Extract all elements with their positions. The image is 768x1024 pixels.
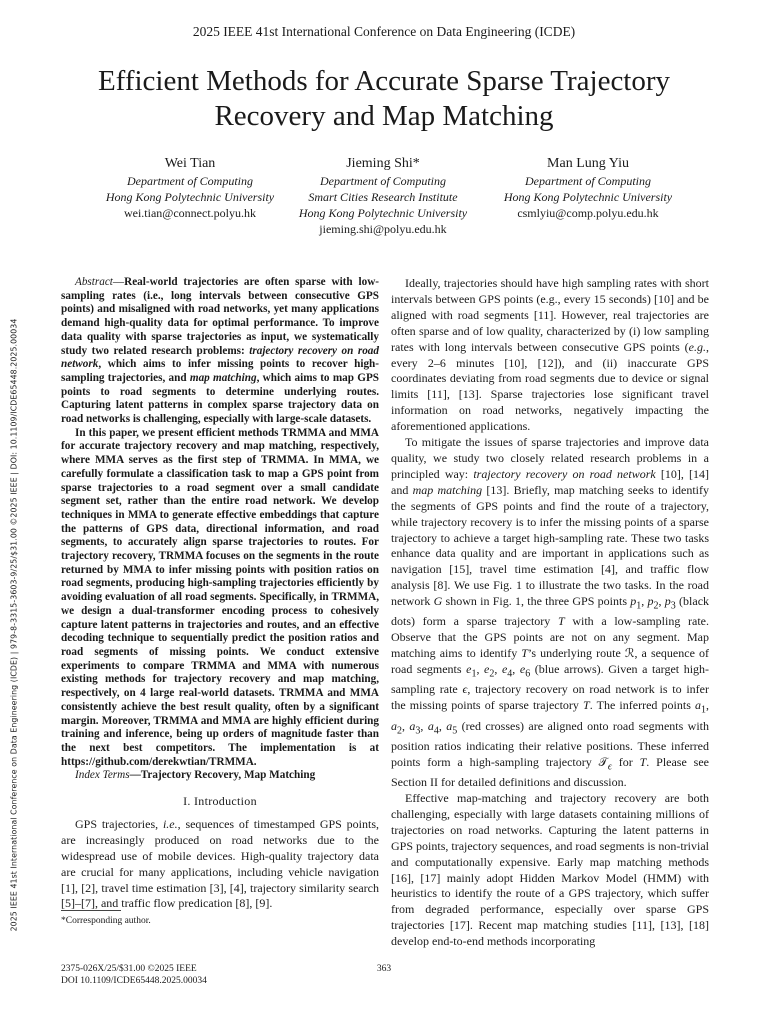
index-terms: Index Terms—Trajectory Recovery, Map Matching xyxy=(75,769,316,782)
side-margin-stamp xyxy=(6,300,22,950)
intro-paragraph-1: GPS trajectories, i.e., sequences of timestamped GPS points, are increasingly produced on road networks due to the widespread use of mobile devices. High-quality trajectory data are crucial for many applications, including vehicle navigation [1], [2], travel time estimation [3], [4], trajectory similarity search [5]–[7], and traffic flow predication [8], [9]. xyxy=(61,816,379,911)
abstract-lead: Abstract xyxy=(75,276,113,288)
author-institution: Smart Cities Research Institute xyxy=(308,190,458,204)
author-email: csmlyiu@comp.polyu.edu.hk xyxy=(517,206,659,220)
author-name: Jieming Shi* xyxy=(346,156,420,171)
conference-header: 2025 IEEE 41st International Conference on Data Engineering (ICDE) xyxy=(192,24,576,39)
author-department: Department of Computing xyxy=(320,174,446,188)
author-institution-2: Hong Kong Polytechnic University xyxy=(298,206,468,220)
doi-line: DOI 10.1109/ICDE65448.2025.00034 xyxy=(61,975,207,986)
author-2 xyxy=(283,155,483,237)
author-department: Department of Computing xyxy=(127,174,253,188)
author-name: Man Lung Yiu xyxy=(547,156,629,171)
paper-title: Efficient Methods for Accurate Sparse Trajectory Recovery and Map Matching xyxy=(97,65,671,132)
author-institution: Hong Kong Polytechnic University xyxy=(105,190,275,204)
footnote: *Corresponding author. xyxy=(61,916,151,926)
body-paragraph-2: To mitigate the issues of sparse trajectories and improve data quality, we study two closely related research problems in a principled way: trajectory recovery on road network [10], [14] and map matching [13]. Briefly, map matching seeks to identify the segments of GPS points and find the route of a trajectory, while trajectory recovery is to infer the missing points of a sparse trajectory to achieve a target high-sampling rate. These two tasks enhance data quality and are important in applications such as navigation [15], travel time estimation [4], and traffic flow analysis [8]. We use Fig. 1 to illustrate the two tasks. In the road network G shown in Fig. 1, the three GPS points $p_1$, $p_2$, $p_3$ (black dots) form a sparse trajectory T with a low-sampling rate. Observe that the GPS points are not on any segment. Map matching aims to identify T’s underlying route ℛ, a sequence of road segments $e_1$, $e_2$, $e_4$, $e_6$ (blue arrows). Given a target high-sampling rate ϵ, trajectory recovery on road network is to infer the missing points of sparse trajectory T. The inferred points $a_1$, $a_2$, $a_3$, $a_4$, $a_5$ (red crosses) are aligned onto road segments with position ratios indicating their relative positions. These inferred points form a high-sampling trajectory 𝒯$_\epsilon$ for T. Please see Section II for detailed definitions and discussion. xyxy=(391,435,710,790)
author-email: wei.tian@connect.polyu.hk xyxy=(123,206,257,220)
right-column xyxy=(391,276,709,950)
section-title: I. Introduction xyxy=(183,794,257,809)
copyright-line: 2375-026X/25/$31.00 ©2025 IEEE xyxy=(61,964,197,974)
abstract xyxy=(61,276,379,783)
author-name: Wei Tian xyxy=(164,156,216,171)
page-number: 363 xyxy=(376,964,392,974)
author-block xyxy=(0,155,768,240)
left-column xyxy=(61,276,379,912)
author-institution: Hong Kong Polytechnic University xyxy=(503,190,673,204)
abstract-paragraph-1: Abstract—Real-world trajectories are often sparse with low-sampling rates (i.e., long intervals between consecutive GPS points) and misaligned with road networks, yet many applications demand high-quality data for optimal performance. To improve data quality with sparse trajectories as input, we systematically study two related research problems: trajectory recovery on road network, which aims to infer missing points to recover high-sampling trajectories, and map matching, which aims to map GPS points to road segments to determine underlying routes. Capturing latent patterns in complex sparse trajectory data on road networks is challenging, especially with large-scale datasets. xyxy=(61,276,379,426)
footnote-rule xyxy=(61,910,121,911)
body-paragraph-3: Effective map-matching and trajectory recovery are both challenging, especially with large datasets containing millions of trajectories on road networks. Capturing the latent patterns in GPS points, trajectory sequences, and road segments is non-trivial and computationally expensive. Early map matching methods [16], [17] mainly adopt Hidden Markov Model (HMM) with heuristics to identify the route of a GPS trajectory, which suffer from degraded performance, especially over sparse GPS trajectories [17]. Recent map matching studies [11], [13], [18] develop end-to-end methods incorporating xyxy=(391,791,709,949)
body-paragraph-1: Ideally, trajectories should have high sampling rates with short intervals between GPS points (e.g., every 15 seconds) [10] and be aligned with road segments [11]. However, real trajectories are often sparse and of low quality, characterized by (i) low sampling rates with long intervals between consecutive GPS points (e.g., every 2–6 minutes [10], [12]), and (ii) inaccurate GPS coordinates deviating from road segments due to device or signal limits [11], [13]. Sparse trajectories lose significant travel information on road networks, negatively impacting the aforementioned applications. xyxy=(391,276,709,434)
author-3 xyxy=(488,155,688,221)
abstract-paragraph-2: In this paper, we present efficient methods TRMMA and MMA for accurate trajectory recovery and map matching, respectively, where MMA serves as the first step of TRMMA. In MMA, we carefully formulate a classification task to map a GPS point from sparse trajectories to a road segment over a small candidate segment set, rather than the entire road network. We develop techniques in MMA to generate effective embeddings that capture the patterns of GPS data, directional information, and road segments, to accurately align sparse trajectories to routes. For trajectory recovery, TRMMA focuses on the segments in the route returned by MMA to infer missing points with position ratios on road segments, producing high-sampling trajectories efficiently by avoiding evaluation of all road segments. Specifically, in TRMMA, we design a dual-transformer encoding process to cohesively capture latent patterns in trajectories and routes, and an effective decoding technique to sequentially predict the position ratios and road segments of missing points. We conduct extensive experiments to compare TRMMA and MMA with numerous existing methods for trajectory recovery and map matching, respectively, on 4 large real-world datasets. TRMMA and MMA consistently achieve the best result quality, often by a significant margin. Moreover, TRMMA and MMA are highly efficient during training and inference, being up orders of magnitude faster than the next best competitors. The implementation is at https://github.com/derekwtian/TRMMA. xyxy=(61,426,379,768)
author-1 xyxy=(95,155,285,221)
index-terms-lead: Index Terms xyxy=(75,769,130,782)
author-department: Department of Computing xyxy=(525,174,651,188)
author-email: jieming.shi@polyu.edu.hk xyxy=(319,222,447,236)
side-margin-text: 2025 IEEE 41st International Conference on Data Engineering (ICDE) | 979-8-3315-3603-9/25/$31.00 ©2025 IEEE | DOI: 10.1109/ICDE65448.2025.00034 xyxy=(9,318,19,932)
